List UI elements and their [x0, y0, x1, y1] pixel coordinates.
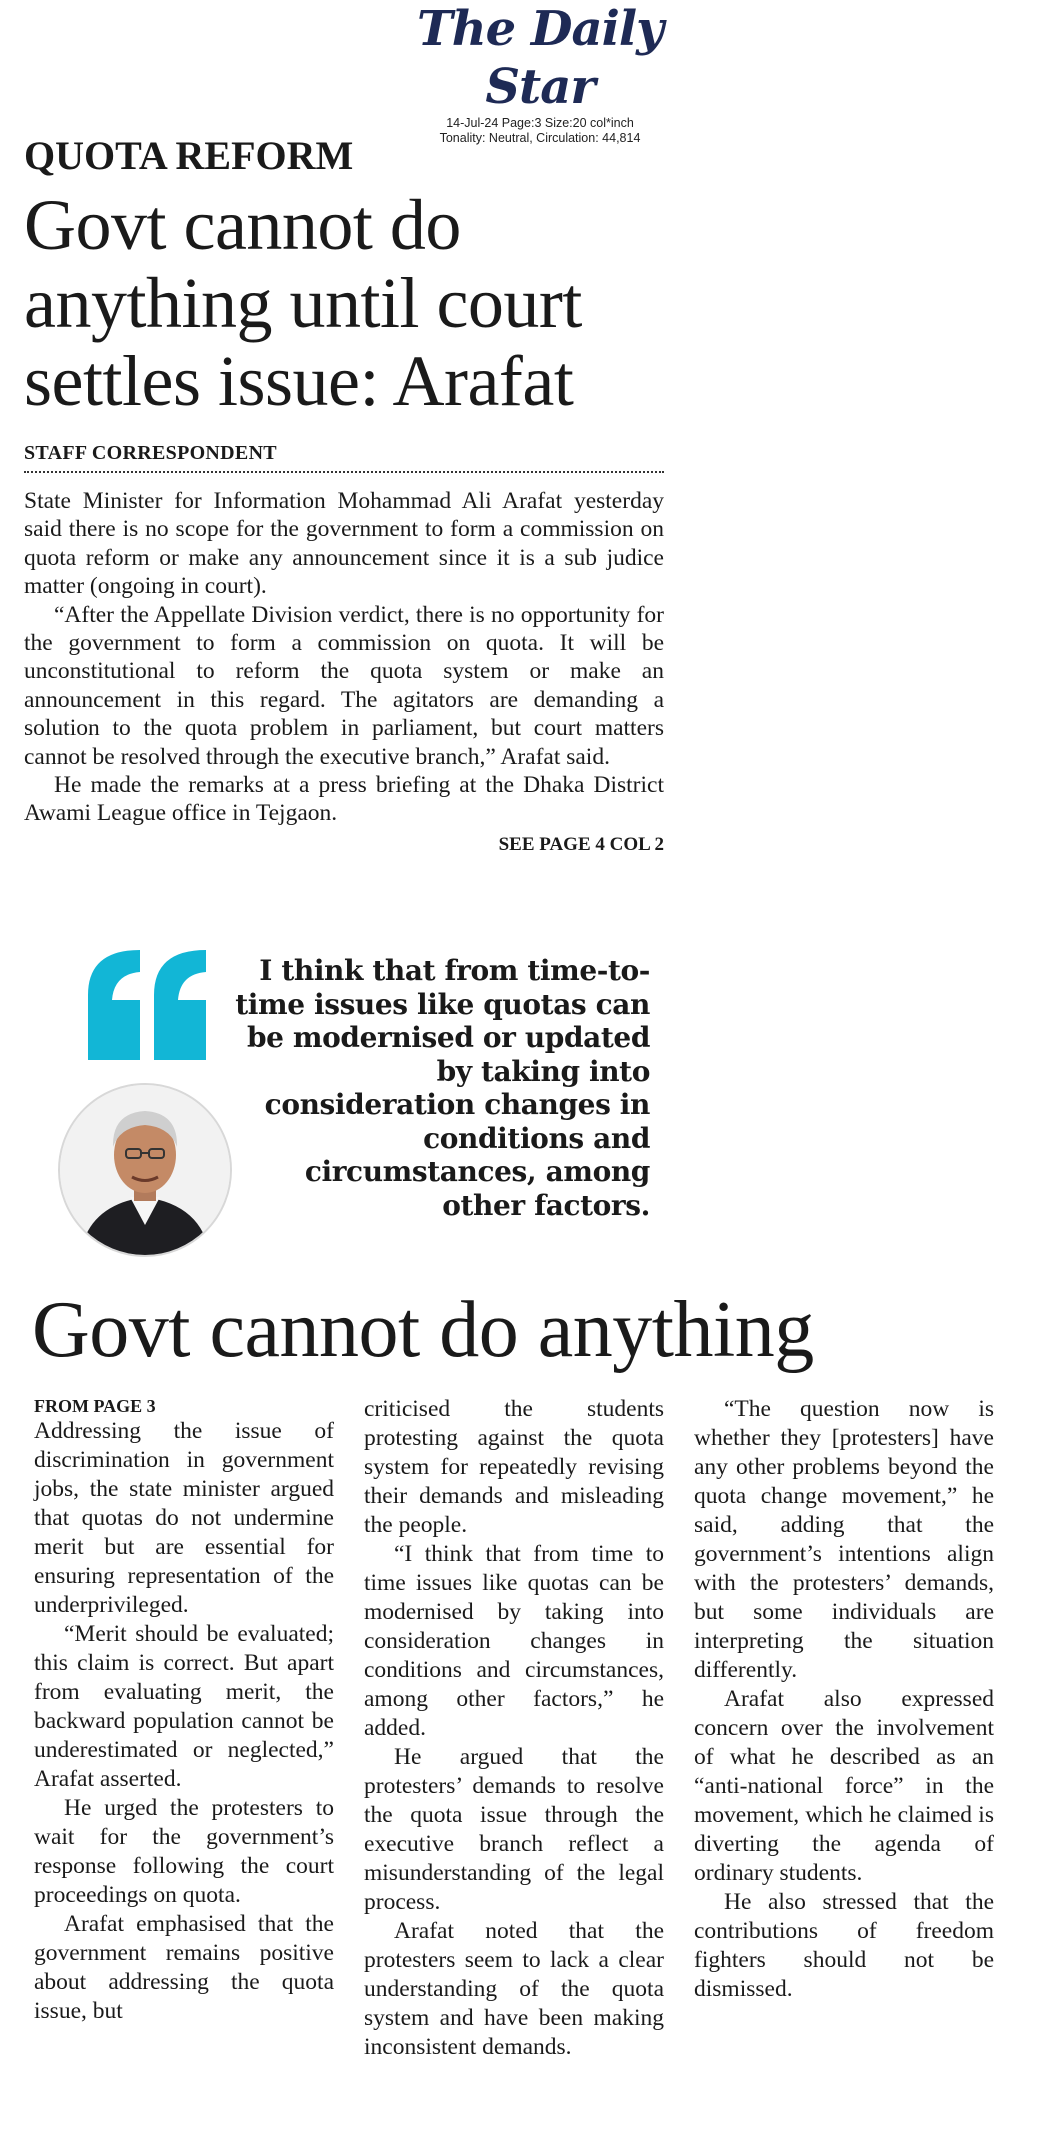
- paragraph: Addressing the issue of discrimination in government jobs, the state minister argued that quotas do not undermine merit but are essential for ensuring representation of the underprivileged.: [34, 1418, 334, 1618]
- pull-quote: [50, 950, 650, 1250]
- column-3: [694, 1395, 994, 2004]
- column-1: [34, 1395, 334, 2026]
- article-body: [24, 487, 664, 828]
- paragraph: Arafat also expressed concern over the involvement of what he described as an “anti-national force” in the movement, which he claimed is diverting the agenda of ordinary students.: [694, 1686, 994, 1886]
- quote-text: I think that from time-to-time issues like quotas can be modernised or updated by taking into consideration changes in conditions and circumstances, among other factors.: [235, 954, 650, 1222]
- paragraph: criticised the students protesting against the quota system for repeatedly revising their demands and misleading the people.: [364, 1396, 664, 1538]
- jump-reference: SEE PAGE 4 COL 2: [498, 833, 664, 855]
- column-2: [364, 1395, 664, 2062]
- byline: STAFF CORRESPONDENT: [24, 442, 664, 473]
- paragraph: “Merit should be evaluated; this claim is correct. But apart from evaluating merit, the backward population cannot be underestimated or neglected,” Arafat asserted.: [34, 1621, 334, 1792]
- section-kicker: QUOTA REFORM: [24, 133, 354, 178]
- jump-reference: FROM PAGE 3: [34, 1396, 156, 1416]
- newspaper-title: The Daily Star: [417, 1, 663, 115]
- clipping-meta-2: Tonality: Neutral, Circulation: 44,814: [439, 131, 641, 145]
- paragraph: “The question now is whether they [protesters] have any other problems beyond the quota change movement,” he said, adding that the government’s intentions align with the protesters’ demands, but some individuals are interpreting the situation differently.: [694, 1396, 994, 1683]
- paragraph: He argued that the protesters’ demands to resolve the quota issue through the executive branch reflect a misunderstanding of the legal process.: [364, 1744, 664, 1915]
- paragraph: He also stressed that the contributions of freedom fighters should not be dismissed.: [694, 1889, 994, 2002]
- paragraph: Arafat emphasised that the government remains positive about addressing the quota issue, but: [34, 1911, 334, 2024]
- top-article: [24, 132, 664, 856]
- paragraph: State Minister for Information Mohammad Ali Arafat yesterday said there is no scope for the government to form a commission on quota reform or make any announcement since it is a sub judice matter (ongoing in court).: [24, 488, 664, 600]
- paragraph: He urged the protesters to wait for the government’s response following the court proceedings on quota.: [34, 1795, 334, 1908]
- paragraph: “After the Appellate Division verdict, there is no opportunity for the government to form a commission on quota. It will be unconstitutional to reform the quota system or make an announcement in this regard. The agitators are demanding a solution to the quota problem in parliament, but court matters cannot be resolved through the executive branch,” Arafat said.: [24, 601, 664, 770]
- continuation-headline: Govt cannot do anything: [32, 1286, 814, 1374]
- paragraph: “I think that from time to time issues like quotas can be modernised by taking into consideration changes in conditions and circumstances, among other factors,” he added.: [364, 1541, 664, 1741]
- avatar: [58, 1083, 232, 1257]
- paragraph: Arafat noted that the protesters seem to lack a clear understanding of the quota system and have been making inconsistent demands.: [364, 1918, 664, 2060]
- portrait-illustration: [60, 1085, 230, 1255]
- paragraph: He made the remarks at a press briefing at the Dhaka District Awami League office in Tejgaon.: [24, 772, 664, 827]
- masthead: [380, 0, 700, 146]
- headline: Govt cannot do anything until court settles issue: Arafat: [24, 185, 582, 421]
- quote-mark-icon: [88, 950, 208, 1060]
- clipping-meta-1: 14-Jul-24 Page:3 Size:20 col*inch: [446, 116, 634, 130]
